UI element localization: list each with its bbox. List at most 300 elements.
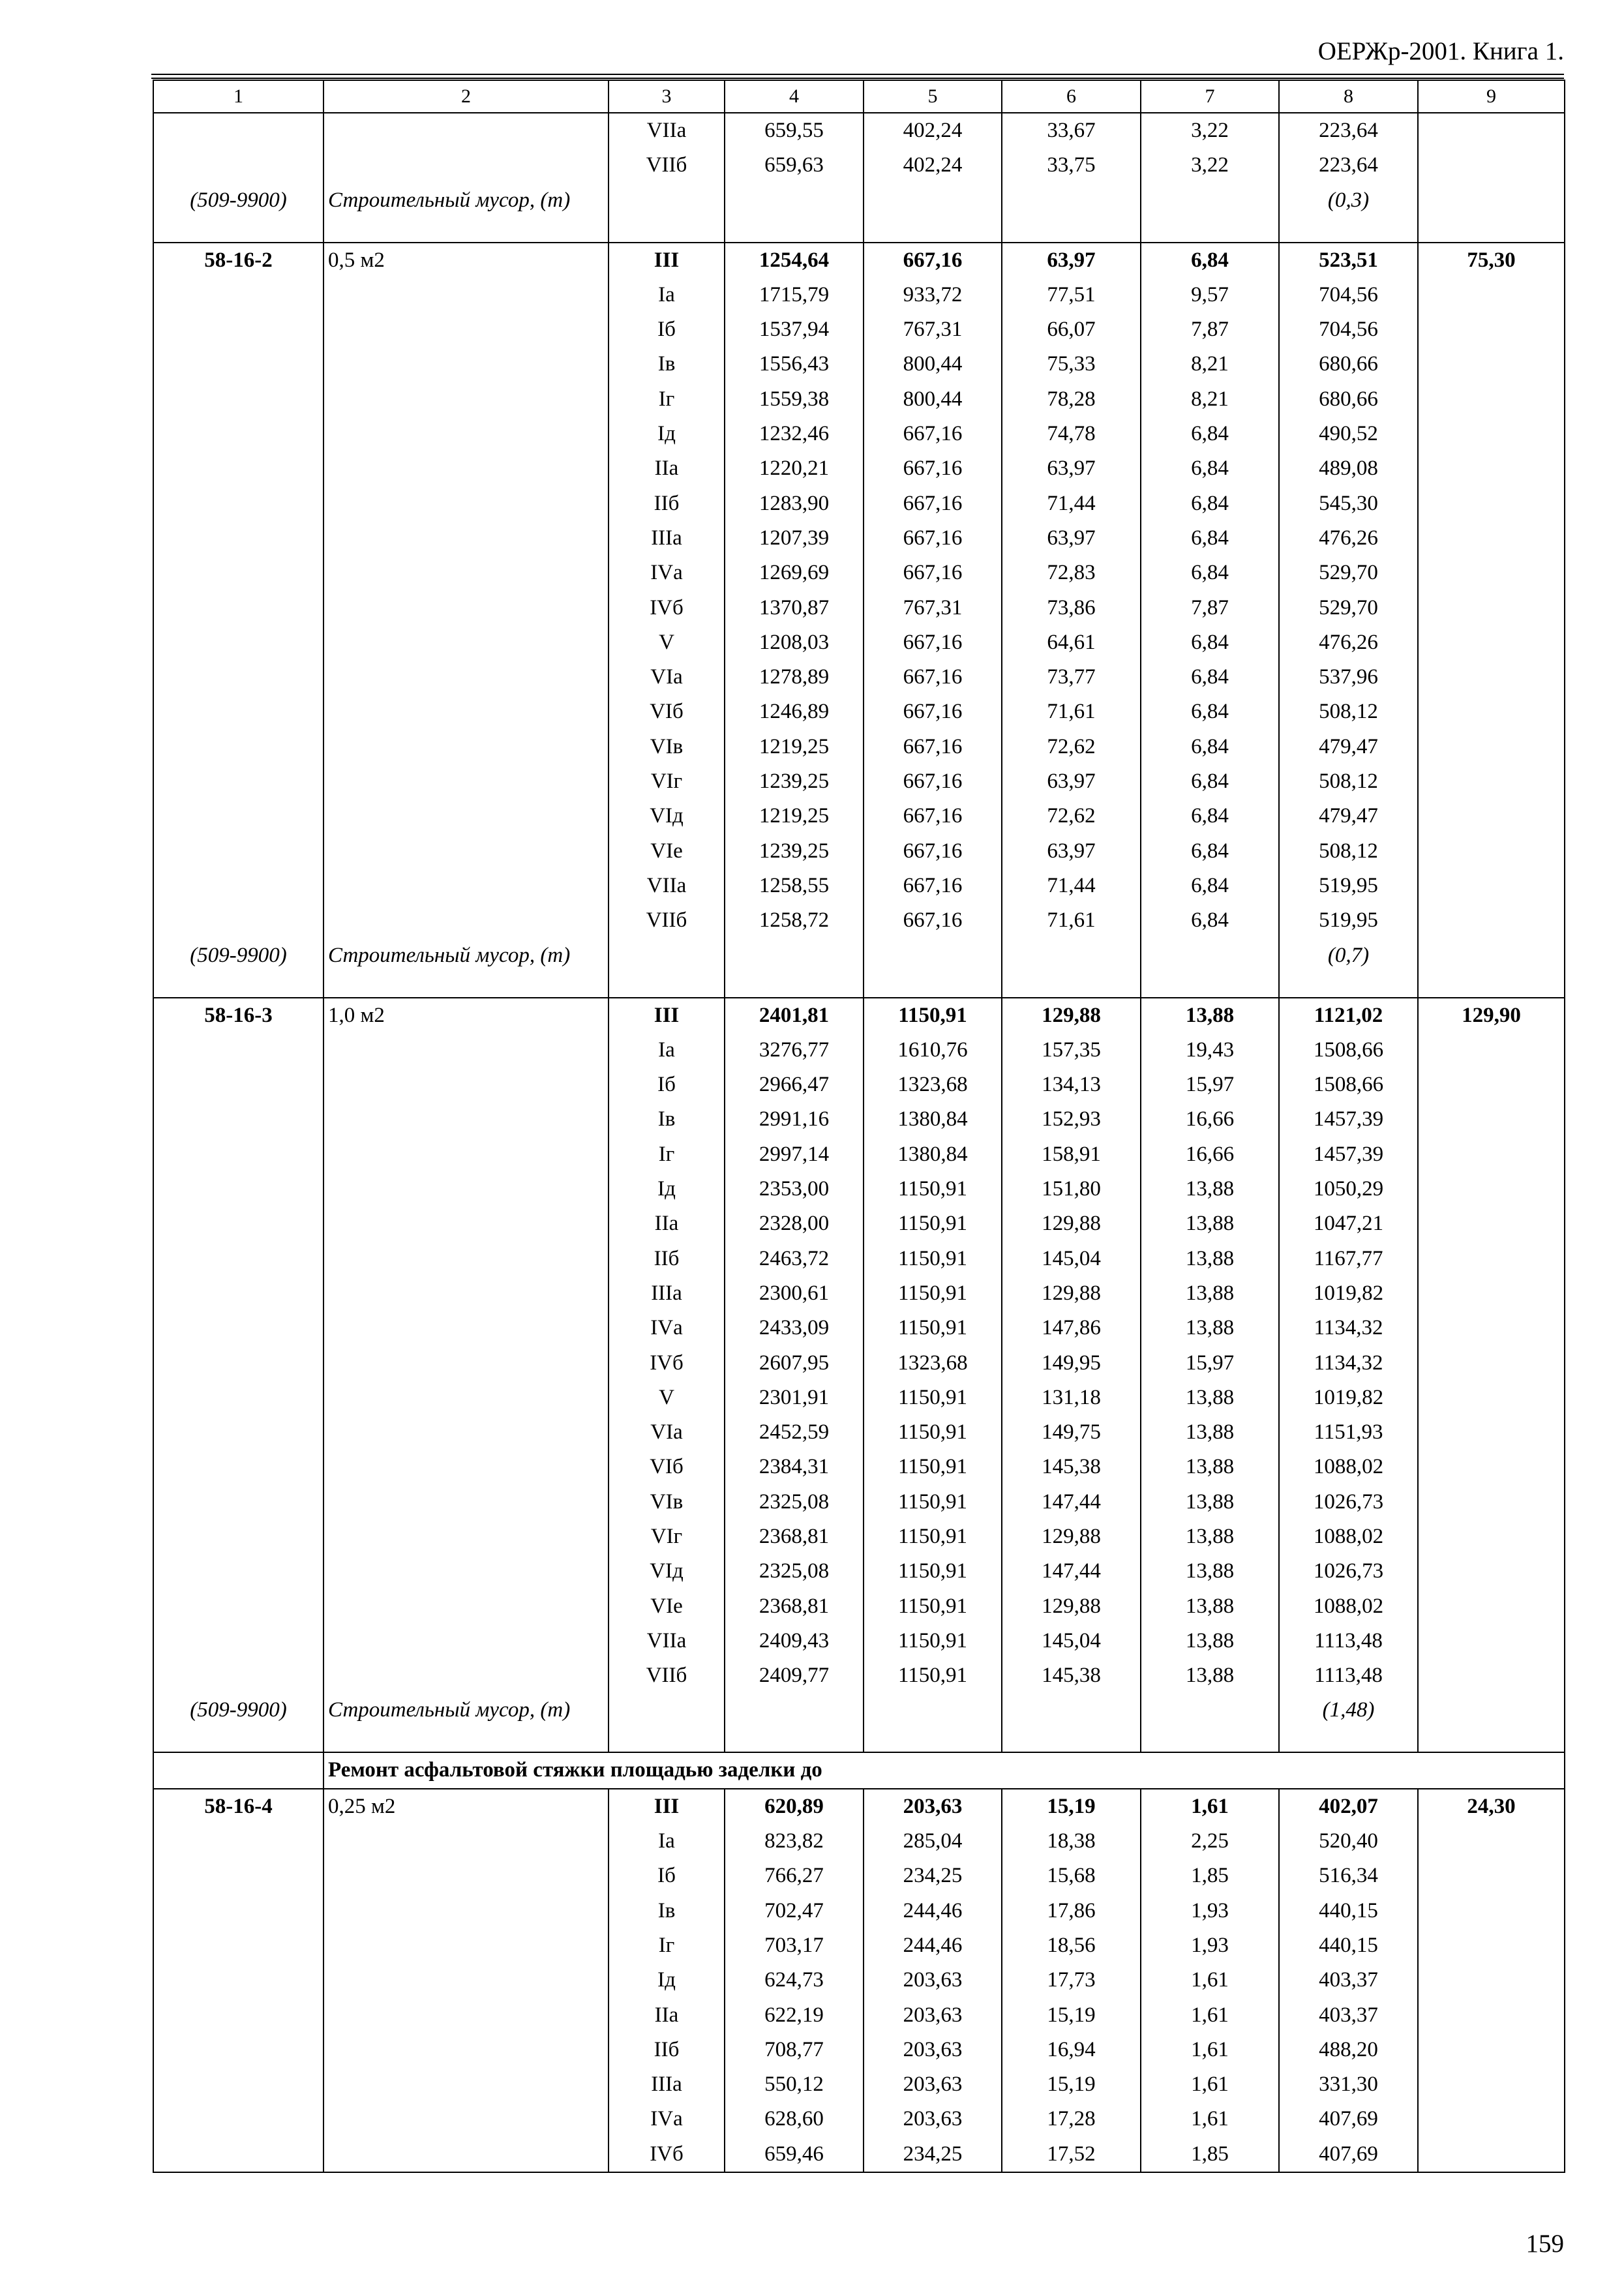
- col9-value: [1418, 1415, 1565, 1450]
- table-row: [153, 1519, 1565, 1554]
- work-name: [323, 1033, 609, 1068]
- value-c4: 2301,91: [725, 1381, 864, 1415]
- col9-value: [1418, 1658, 1565, 1693]
- value-c7: 6,84: [1141, 695, 1279, 729]
- col9-value: [1418, 113, 1565, 148]
- rate-code: [153, 486, 323, 521]
- value-c8: 529,70: [1279, 591, 1418, 625]
- col9-value: [1418, 869, 1565, 903]
- value-c7: 13,88: [1141, 1589, 1279, 1624]
- value-c7: 3,22: [1141, 148, 1279, 183]
- region-class: VIIа: [609, 113, 725, 148]
- col9-value: [1418, 1894, 1565, 1928]
- work-name: [323, 1415, 609, 1450]
- value-c4: 703,17: [725, 1928, 864, 1963]
- col9-value: 24,30: [1418, 1789, 1565, 1824]
- table-row: [153, 1033, 1565, 1068]
- value-c5: 1150,91: [864, 1172, 1002, 1206]
- empty-cell: [725, 1693, 864, 1752]
- table-row: [153, 834, 1565, 869]
- table-row: [153, 695, 1565, 729]
- value-c5: 1323,68: [864, 1068, 1002, 1102]
- value-c7: 1,93: [1141, 1894, 1279, 1928]
- table-row: [153, 591, 1565, 625]
- value-c7: 1,61: [1141, 1963, 1279, 1997]
- empty-cell: [1141, 938, 1279, 998]
- value-c8: 1134,32: [1279, 1346, 1418, 1381]
- rate-code: [153, 1242, 323, 1276]
- value-c5: 1150,91: [864, 1519, 1002, 1554]
- work-name: [323, 2033, 609, 2067]
- col9-value: [1418, 1859, 1565, 1893]
- value-c5: 1150,91: [864, 1624, 1002, 1658]
- work-name: [323, 1137, 609, 1172]
- col9-value: [1418, 1485, 1565, 1519]
- value-c8: 490,52: [1279, 417, 1418, 451]
- value-c8: 403,37: [1279, 1998, 1418, 2033]
- work-name: [323, 556, 609, 590]
- value-c7: 6,84: [1141, 521, 1279, 556]
- value-c4: 1537,94: [725, 312, 864, 347]
- material-qty: (1,48): [1279, 1693, 1418, 1752]
- value-c4: 2368,81: [725, 1589, 864, 1624]
- value-c5: 234,25: [864, 1859, 1002, 1893]
- value-c8: 516,34: [1279, 1859, 1418, 1893]
- value-c5: 1610,76: [864, 1033, 1002, 1068]
- work-name: [323, 451, 609, 486]
- value-c4: 2409,77: [725, 1658, 864, 1693]
- section-title-row: [153, 1752, 1565, 1788]
- value-c8: 680,66: [1279, 382, 1418, 417]
- value-c5: 203,63: [864, 2033, 1002, 2067]
- value-c8: 476,26: [1279, 521, 1418, 556]
- value-c6: 72,62: [1002, 799, 1141, 833]
- table-row: [153, 347, 1565, 382]
- region-class: Iг: [609, 382, 725, 417]
- value-c4: 2353,00: [725, 1172, 864, 1206]
- table-row: [153, 1450, 1565, 1484]
- col9-value: [1418, 1519, 1565, 1554]
- value-c5: 1323,68: [864, 1346, 1002, 1381]
- col9-value: [1418, 1276, 1565, 1311]
- value-c8: 519,95: [1279, 903, 1418, 938]
- value-c4: 1232,46: [725, 417, 864, 451]
- region-class: Iв: [609, 1894, 725, 1928]
- value-c4: 628,60: [725, 2102, 864, 2136]
- value-c7: 13,88: [1141, 1658, 1279, 1693]
- region-class: Iб: [609, 1068, 725, 1102]
- work-name: [323, 591, 609, 625]
- value-c5: 667,16: [864, 451, 1002, 486]
- column-number: 7: [1141, 80, 1279, 113]
- col9-value: [1418, 1624, 1565, 1658]
- value-c7: 1,61: [1141, 1998, 1279, 2033]
- region-class: Iа: [609, 278, 725, 312]
- work-name: [323, 1824, 609, 1859]
- value-c7: 6,84: [1141, 799, 1279, 833]
- value-c8: 1508,66: [1279, 1033, 1418, 1068]
- value-c5: 402,24: [864, 113, 1002, 148]
- value-c6: 145,38: [1002, 1658, 1141, 1693]
- rate-code: [153, 1928, 323, 1963]
- col9-value: [1418, 695, 1565, 729]
- page-number: 159: [1526, 2230, 1564, 2258]
- work-name: [323, 1346, 609, 1381]
- value-c4: 659,55: [725, 113, 864, 148]
- value-c5: 800,44: [864, 382, 1002, 417]
- table-row: [153, 1346, 1565, 1381]
- value-c6: 16,94: [1002, 2033, 1141, 2067]
- table-row: [153, 1963, 1565, 1997]
- value-c4: 2463,72: [725, 1242, 864, 1276]
- col9-value: [1418, 1450, 1565, 1484]
- material-qty: (0,7): [1279, 938, 1418, 998]
- value-c4: 2966,47: [725, 1068, 864, 1102]
- value-c5: 1380,84: [864, 1137, 1002, 1172]
- value-c8: 488,20: [1279, 2033, 1418, 2067]
- table-row: [153, 1206, 1565, 1241]
- work-name: [323, 1998, 609, 2033]
- rate-code: [153, 1998, 323, 2033]
- col9-value: [1418, 1928, 1565, 1963]
- table-row: [153, 1068, 1565, 1102]
- value-c4: 2433,09: [725, 1311, 864, 1345]
- value-c5: 1150,91: [864, 1276, 1002, 1311]
- work-name: [323, 382, 609, 417]
- material-note-row: [153, 1693, 1565, 1752]
- rate-code: [153, 347, 323, 382]
- header-rule: [151, 74, 1564, 75]
- value-c4: 1715,79: [725, 278, 864, 312]
- value-c8: 1134,32: [1279, 1311, 1418, 1345]
- value-c4: 2401,81: [725, 998, 864, 1033]
- value-c4: 2328,00: [725, 1206, 864, 1241]
- work-name: [323, 2137, 609, 2172]
- rate-code: [153, 1172, 323, 1206]
- work-name: [323, 1624, 609, 1658]
- value-c5: 667,16: [864, 764, 1002, 799]
- work-name: [323, 278, 609, 312]
- table-row: [153, 451, 1565, 486]
- work-name: 0,25 м2: [323, 1789, 609, 1824]
- value-c7: 6,84: [1141, 486, 1279, 521]
- table-row: [153, 417, 1565, 451]
- column-number-row: [153, 80, 1565, 113]
- value-c8: 519,95: [1279, 869, 1418, 903]
- work-name: [323, 1554, 609, 1589]
- column-number: 4: [725, 80, 864, 113]
- value-c7: 13,88: [1141, 1242, 1279, 1276]
- work-name: [323, 521, 609, 556]
- rate-code: [153, 625, 323, 660]
- value-c8: 223,64: [1279, 148, 1418, 183]
- value-c5: 1150,91: [864, 1242, 1002, 1276]
- value-c5: 667,16: [864, 903, 1002, 938]
- value-c6: 131,18: [1002, 1381, 1141, 1415]
- value-c6: 74,78: [1002, 417, 1141, 451]
- rate-code: [153, 1485, 323, 1519]
- region-class: Iб: [609, 312, 725, 347]
- rate-code: [153, 113, 323, 148]
- region-class: IIа: [609, 1206, 725, 1241]
- work-name: [323, 799, 609, 833]
- work-name: [323, 903, 609, 938]
- value-c7: 13,88: [1141, 998, 1279, 1033]
- region-class: IVб: [609, 591, 725, 625]
- value-c8: 704,56: [1279, 278, 1418, 312]
- region-class: V: [609, 625, 725, 660]
- col9-value: [1418, 382, 1565, 417]
- rate-code: [153, 834, 323, 869]
- value-c6: 66,07: [1002, 312, 1141, 347]
- table-row: [153, 1276, 1565, 1311]
- value-c4: 1258,72: [725, 903, 864, 938]
- region-class: IVа: [609, 556, 725, 590]
- col9-value: [1418, 556, 1565, 590]
- value-c8: 1508,66: [1279, 1068, 1418, 1102]
- col9-value: [1418, 486, 1565, 521]
- value-c8: 1457,39: [1279, 1137, 1418, 1172]
- value-c4: 1254,64: [725, 243, 864, 278]
- value-c4: 1219,25: [725, 730, 864, 764]
- value-c5: 667,16: [864, 834, 1002, 869]
- table-row: [153, 312, 1565, 347]
- value-c7: 16,66: [1141, 1102, 1279, 1137]
- region-class: VIб: [609, 695, 725, 729]
- value-c4: 823,82: [725, 1824, 864, 1859]
- value-c7: 1,61: [1141, 1789, 1279, 1824]
- value-c5: 203,63: [864, 2102, 1002, 2136]
- col9-value: 129,90: [1418, 998, 1565, 1033]
- value-c6: 71,61: [1002, 695, 1141, 729]
- value-c4: 1239,25: [725, 834, 864, 869]
- value-c6: 18,38: [1002, 1824, 1141, 1859]
- value-c5: 244,46: [864, 1894, 1002, 1928]
- region-class: IIб: [609, 486, 725, 521]
- col9-value: [1418, 2102, 1565, 2136]
- table-row: [153, 730, 1565, 764]
- value-c5: 402,24: [864, 148, 1002, 183]
- rate-code: [153, 1519, 323, 1554]
- work-name: [323, 625, 609, 660]
- value-c5: 1150,91: [864, 1415, 1002, 1450]
- value-c6: 71,44: [1002, 486, 1141, 521]
- rate-code: [153, 1033, 323, 1068]
- column-number: 8: [1279, 80, 1418, 113]
- empty-cell: [725, 938, 864, 998]
- empty-cell: [609, 1693, 725, 1752]
- region-class: Iб: [609, 1859, 725, 1893]
- col9-value: [1418, 347, 1565, 382]
- col9-value: [1418, 1963, 1565, 1997]
- table-row: [153, 1485, 1565, 1519]
- rate-code: [153, 1102, 323, 1137]
- value-c6: 33,75: [1002, 148, 1141, 183]
- col9-value: [1418, 1102, 1565, 1137]
- col9-value: [1418, 2033, 1565, 2067]
- value-c5: 667,16: [864, 486, 1002, 521]
- value-c4: 1219,25: [725, 799, 864, 833]
- value-c7: 6,84: [1141, 451, 1279, 486]
- region-class: VIг: [609, 1519, 725, 1554]
- empty-cell: [1418, 938, 1565, 998]
- col9-value: [1418, 451, 1565, 486]
- region-class: Iа: [609, 1824, 725, 1859]
- value-c8: 1167,77: [1279, 1242, 1418, 1276]
- rate-code: [153, 2137, 323, 2172]
- region-class: VIIб: [609, 148, 725, 183]
- empty-cell: [609, 938, 725, 998]
- table-row: [153, 1381, 1565, 1415]
- value-c7: 1,61: [1141, 2033, 1279, 2067]
- rates-table: [153, 80, 1565, 2173]
- col9-value: [1418, 278, 1565, 312]
- empty-cell: [1002, 1693, 1141, 1752]
- value-c6: 63,97: [1002, 764, 1141, 799]
- column-number: 2: [323, 80, 609, 113]
- table-row: [153, 556, 1565, 590]
- value-c7: 6,84: [1141, 764, 1279, 799]
- value-c6: 63,97: [1002, 521, 1141, 556]
- value-c5: 667,16: [864, 243, 1002, 278]
- region-class: VIIа: [609, 869, 725, 903]
- value-c6: 17,86: [1002, 1894, 1141, 1928]
- work-name: [323, 1381, 609, 1415]
- value-c5: 203,63: [864, 1998, 1002, 2033]
- value-c8: 520,40: [1279, 1824, 1418, 1859]
- value-c7: 19,43: [1141, 1033, 1279, 1068]
- rate-code: 58-16-2: [153, 243, 323, 278]
- value-c8: 479,47: [1279, 799, 1418, 833]
- value-c4: 2384,31: [725, 1450, 864, 1484]
- value-c4: 766,27: [725, 1859, 864, 1893]
- rate-code: [153, 1589, 323, 1624]
- rate-code: [153, 660, 323, 695]
- value-c7: 1,61: [1141, 2102, 1279, 2136]
- material-qty: (0,3): [1279, 183, 1418, 243]
- col9-value: [1418, 1137, 1565, 1172]
- empty-cell: [1141, 1693, 1279, 1752]
- value-c7: 8,21: [1141, 347, 1279, 382]
- value-c8: 1026,73: [1279, 1485, 1418, 1519]
- region-class: VIд: [609, 1554, 725, 1589]
- value-c6: 64,61: [1002, 625, 1141, 660]
- value-c6: 17,73: [1002, 1963, 1141, 1997]
- value-c8: 508,12: [1279, 764, 1418, 799]
- value-c7: 1,93: [1141, 1928, 1279, 1963]
- column-number: 1: [153, 80, 323, 113]
- region-class: Iа: [609, 1033, 725, 1068]
- value-c5: 667,16: [864, 869, 1002, 903]
- value-c7: 13,88: [1141, 1381, 1279, 1415]
- column-number: 9: [1418, 80, 1565, 113]
- value-c6: 15,68: [1002, 1859, 1141, 1893]
- col9-value: [1418, 1068, 1565, 1102]
- value-c7: 13,88: [1141, 1450, 1279, 1484]
- value-c7: 13,88: [1141, 1311, 1279, 1345]
- region-class: Iд: [609, 1963, 725, 1997]
- value-c5: 1150,91: [864, 1311, 1002, 1345]
- work-name: [323, 1859, 609, 1893]
- region-class: V: [609, 1381, 725, 1415]
- region-class: IIIа: [609, 2067, 725, 2102]
- page-header: ОЕРЖр-2001. Книга 1.: [1317, 37, 1564, 65]
- value-c5: 1150,91: [864, 998, 1002, 1033]
- material-code: (509-9900): [153, 938, 323, 998]
- region-class: IVа: [609, 1311, 725, 1345]
- value-c4: 2368,81: [725, 1519, 864, 1554]
- value-c8: 508,12: [1279, 834, 1418, 869]
- value-c7: 6,84: [1141, 660, 1279, 695]
- rate-code: [153, 451, 323, 486]
- value-c6: 157,35: [1002, 1033, 1141, 1068]
- value-c5: 667,16: [864, 521, 1002, 556]
- region-class: IIб: [609, 2033, 725, 2067]
- col9-value: 75,30: [1418, 243, 1565, 278]
- region-class: IVб: [609, 2137, 725, 2172]
- table-row: [153, 1928, 1565, 1963]
- region-class: Iг: [609, 1137, 725, 1172]
- value-c8: 523,51: [1279, 243, 1418, 278]
- column-number: 6: [1002, 80, 1141, 113]
- value-c8: 1050,29: [1279, 1172, 1418, 1206]
- work-name: [323, 1172, 609, 1206]
- value-c4: 550,12: [725, 2067, 864, 2102]
- rate-code: [153, 1658, 323, 1693]
- value-c6: 73,86: [1002, 591, 1141, 625]
- value-c5: 667,16: [864, 417, 1002, 451]
- table-row: [153, 1102, 1565, 1137]
- value-c6: 129,88: [1002, 1206, 1141, 1241]
- value-c4: 1278,89: [725, 660, 864, 695]
- table-row: [153, 113, 1565, 148]
- value-c7: 6,84: [1141, 556, 1279, 590]
- empty-cell: [864, 938, 1002, 998]
- value-c5: 1150,91: [864, 1206, 1002, 1241]
- value-c6: 129,88: [1002, 1589, 1141, 1624]
- region-class: IIIа: [609, 521, 725, 556]
- col9-value: [1418, 1242, 1565, 1276]
- rate-code: [153, 1137, 323, 1172]
- value-c8: 440,15: [1279, 1928, 1418, 1963]
- work-name: [323, 834, 609, 869]
- table-row: [153, 1137, 1565, 1172]
- value-c6: 71,44: [1002, 869, 1141, 903]
- table-row: [153, 1415, 1565, 1450]
- region-class: VIIб: [609, 903, 725, 938]
- rate-code: [153, 1963, 323, 1997]
- value-c7: 8,21: [1141, 382, 1279, 417]
- value-c4: 622,19: [725, 1998, 864, 2033]
- empty-cell: [864, 1693, 1002, 1752]
- section-title: Ремонт асфальтовой стяжки площадью заделки до: [323, 1752, 1565, 1788]
- region-class: III: [609, 1789, 725, 1824]
- value-c5: 800,44: [864, 347, 1002, 382]
- work-name: [323, 148, 609, 183]
- rate-code: [153, 1450, 323, 1484]
- work-name: [323, 695, 609, 729]
- value-c6: 15,19: [1002, 2067, 1141, 2102]
- value-c7: 7,87: [1141, 312, 1279, 347]
- value-c4: 2300,61: [725, 1276, 864, 1311]
- value-c8: 1026,73: [1279, 1554, 1418, 1589]
- col9-value: [1418, 1381, 1565, 1415]
- value-c5: 1150,91: [864, 1554, 1002, 1589]
- column-number: 5: [864, 80, 1002, 113]
- value-c7: 6,84: [1141, 903, 1279, 938]
- value-c6: 33,67: [1002, 113, 1141, 148]
- region-class: IIб: [609, 1242, 725, 1276]
